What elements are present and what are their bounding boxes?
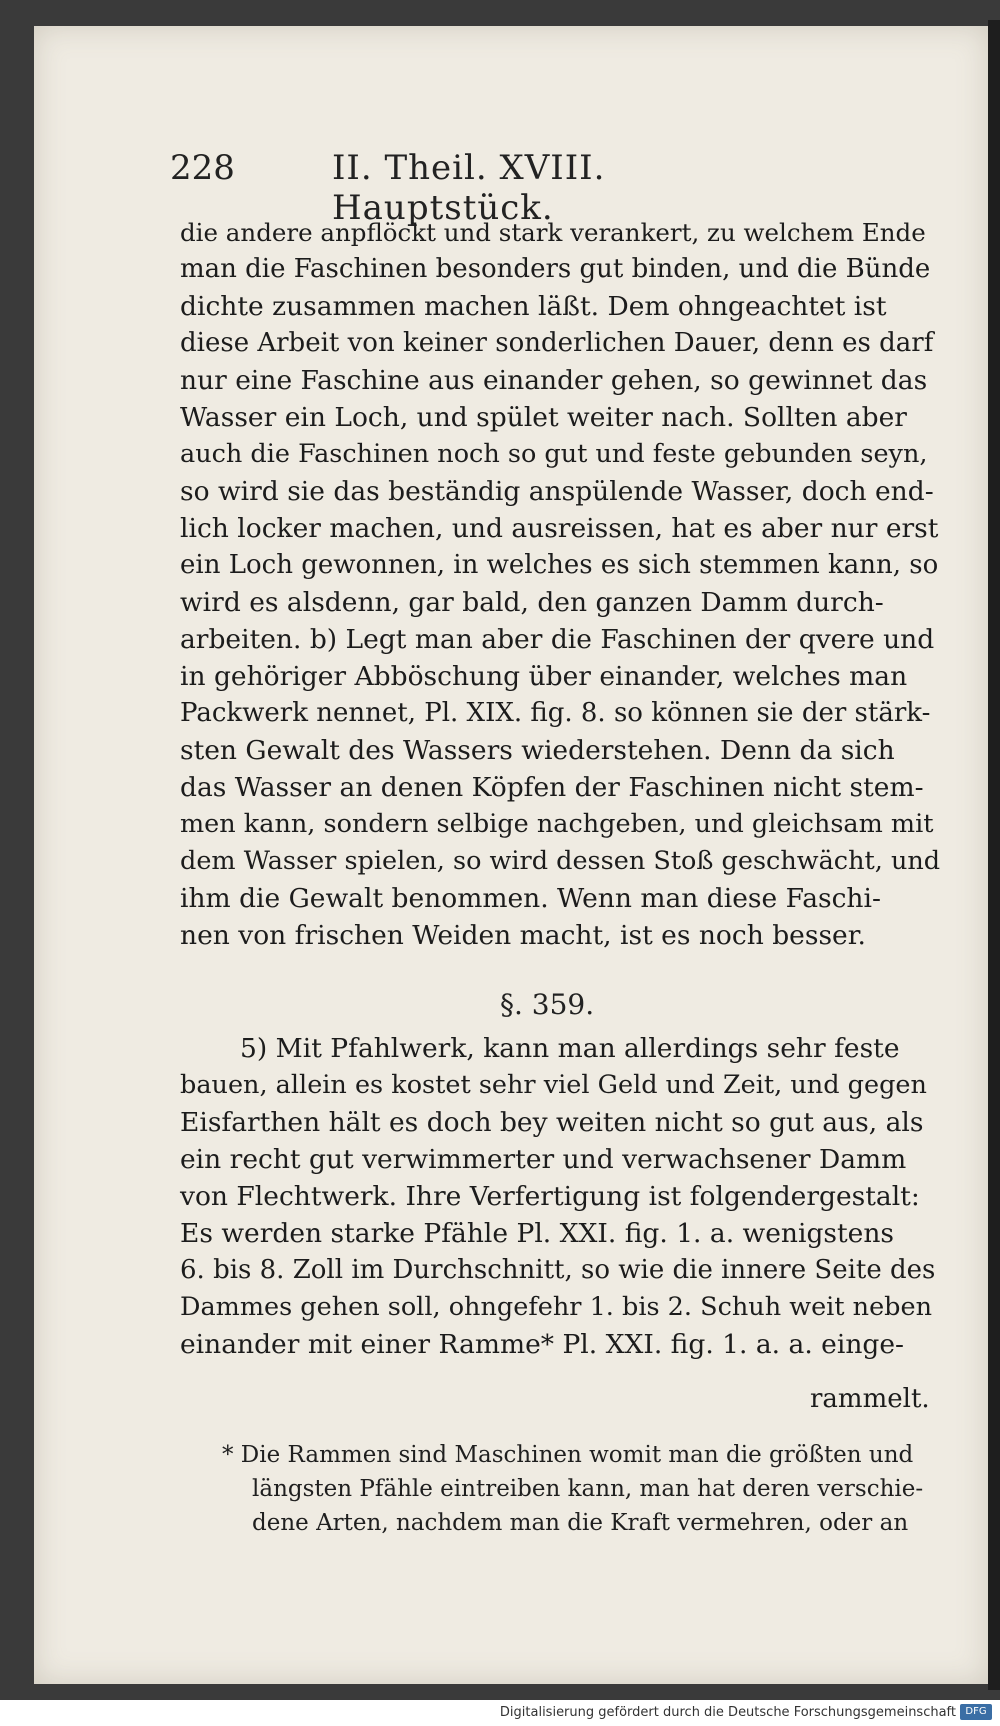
text-line: nen von frischen Weiden macht, ist es noch besser. (180, 920, 866, 951)
text-line: diese Arbeit von keiner sonderlichen Dauer, denn es darf (180, 328, 934, 358)
catchword: rammelt. (810, 1384, 930, 1414)
section-heading: §. 359. (500, 988, 595, 1021)
text-line: Packwerk nennet, Pl. XIX. fig. 8. so können sie der stärk- (180, 698, 931, 728)
footnote (222, 1438, 942, 1540)
text-line: ihm die Gewalt benommen. Wenn man diese Faschi- (180, 883, 881, 914)
book-edge (988, 20, 1000, 1690)
text-line: 6. bis 8. Zoll im Durchschnitt, so wie die innere Seite des (180, 1255, 936, 1285)
text-line: man die Faschinen besonders gut binden, und die Bünde (180, 254, 931, 284)
text-line: auch die Faschinen noch so gut und feste gebunden seyn, (180, 439, 928, 469)
text-line: so wird sie das beständig anspülende Wasser, doch end- (180, 476, 934, 507)
text-line: in gehöriger Abböschung über einander, welches man (180, 661, 908, 692)
running-head: II. Theil. XVIII. Hauptstück. (332, 148, 606, 228)
paragraph-2 (180, 1030, 940, 1363)
text-line: wird es alsdenn, gar bald, den ganzen Damm durch- (180, 587, 884, 618)
text-line: lich locker machen, und ausreissen, hat es aber nur erst (180, 513, 939, 544)
text-line: nur eine Faschine aus einander gehen, so gewinnet das (180, 365, 928, 396)
footnote-line: * Die Rammen sind Maschinen womit man die größten und (222, 1442, 914, 1468)
page-number: 228 (170, 148, 235, 188)
text-line: ein Loch gewonnen, in welches es sich stemmen kann, so (180, 550, 939, 580)
text-line: das Wasser an denen Köpfen der Faschinen nicht stem- (180, 772, 924, 803)
digitization-footer (0, 1700, 1000, 1726)
text-line: Es werden starke Pfähle Pl. XXI. fig. 1. a. wenigstens (180, 1218, 895, 1249)
page-header (170, 148, 770, 228)
text-line: dichte zusammen machen läßt. Dem ohngeachtet ist (180, 291, 887, 322)
text-line: arbeiten. b) Legt man aber die Faschinen der qvere und (180, 624, 935, 655)
footnote-line: längsten Pfähle eintreiben kann, man hat deren verschie- (252, 1476, 924, 1502)
text-line: dem Wasser spielen, so wird dessen Stoß geschwächt, und (180, 846, 941, 876)
text-line: 5) Mit Pfahlwerk, kann man allerdings sehr feste (240, 1033, 900, 1064)
text-line: einander mit einer Ramme* Pl. XXI. fig. 1. a. a. einge- (180, 1329, 904, 1360)
text-line: bauen, allein es kostet sehr viel Geld und Zeit, und gegen (180, 1070, 927, 1100)
text-line: Dammes gehen soll, ohngefehr 1. bis 2. Schuh weit neben (180, 1292, 933, 1322)
text-line: ein recht gut verwimmerter und verwachsener Damm (180, 1144, 907, 1175)
text-line: sten Gewalt des Wassers wiederstehen. Denn da sich (180, 735, 895, 766)
funding-credit: Digitalisierung gefördert durch die Deutsche Forschungsgemeinschaft (499, 1705, 956, 1720)
text-line: von Flechtwerk. Ihre Verfertigung ist folgendergestalt: (180, 1181, 920, 1212)
text-line: die andere anpflöckt und stark verankert, zu welchem Ende (180, 218, 926, 247)
text-line: men kann, sondern selbige nachgeben, und gleichsam mit (180, 809, 934, 839)
paragraph-1 (180, 214, 940, 954)
text-line: Eisfarthen hält es doch bey weiten nicht so gut aus, als (180, 1107, 924, 1138)
footnote-line: dene Arten, nachdem man die Kraft vermehren, oder an (252, 1510, 909, 1536)
dfg-logo-icon: DFG (960, 1704, 992, 1720)
text-line: Wasser ein Loch, und spület weiter nach. Sollten aber (180, 402, 907, 433)
